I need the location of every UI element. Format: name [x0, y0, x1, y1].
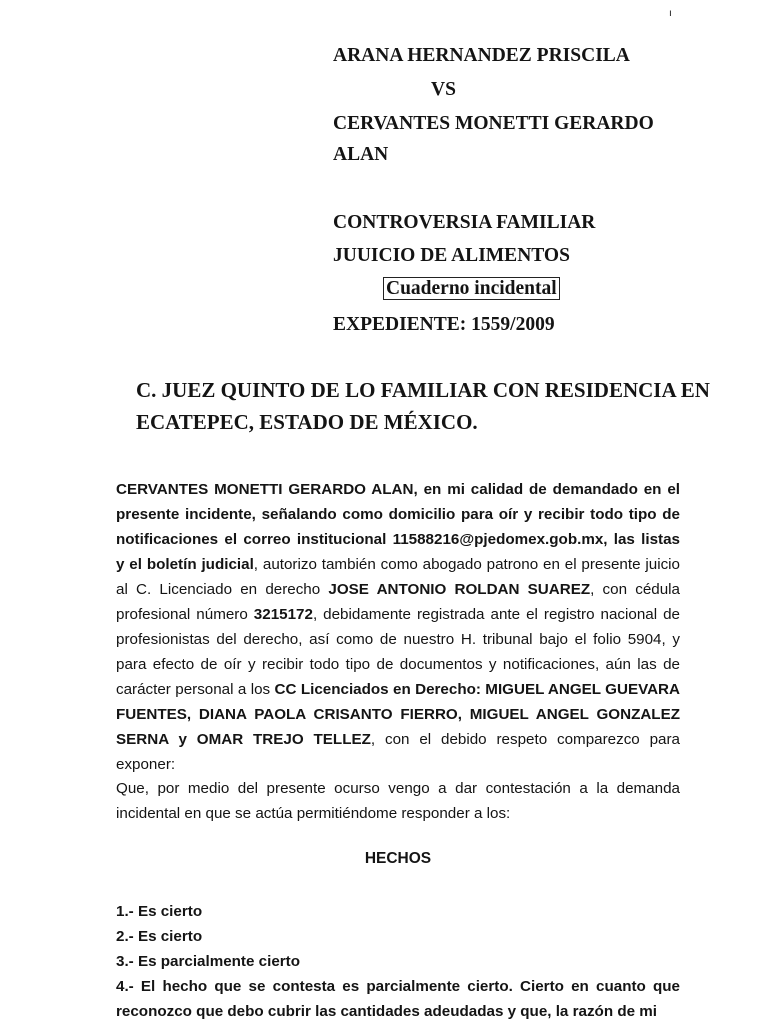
fact-item: 4.- El hecho que se contesta es parcialmente cierto. Cierto en cuanto que reconozco que debo cubrir las cantidades adeudadas y que, la razón de mi [116, 978, 680, 1020]
fact-item: 3.- Es parcialmente cierto [116, 953, 301, 970]
facts-heading: HECHOS [364, 850, 432, 867]
license-number: 3215172 [253, 606, 313, 623]
proceeding-type: JUUICIO DE ALIMENTOS [333, 245, 570, 266]
plaintiff-name: ARANA HERNANDEZ PRISCILA [333, 45, 630, 66]
intro-paragraph [116, 477, 680, 777]
case-type: CONTROVERSIA FAMILIAR [333, 212, 596, 233]
intro-text-1: , autorizo también como abogado patrono en el presente juicio al C. Licenciado en derecho [116, 556, 680, 598]
file-number: EXPEDIENTE: 1559/2009 [333, 314, 555, 335]
intro-text-3: , debidamente registrada ante el registro nacional de profesionistas del derecho, así como de nuestro H. tribunal bajo el folio 5904, y para efecto de oír y recibir todo tipo de documentos y notificaciones, aún las de carácter personal a los [116, 606, 680, 698]
notebook-label [383, 277, 560, 301]
addressee: C. JUEZ QUINTO DE LO FAMILIAR CON RESIDENCIA EN ECATEPEC, ESTADO DE MÉXICO. [136, 378, 710, 434]
authorized-lawyers: CC Licenciados en Derecho: MIGUEL ANGEL GUEVARA FUENTES, DIANA PAOLA CRISANTO FIERRO, MIGUEL ANGEL GONZALEZ SERNA y OMAR TREJO TELLEZ [116, 681, 680, 748]
fact-item: 1.- Es cierto [116, 903, 203, 920]
defendant-name-line2: ALAN [333, 144, 389, 165]
versus-label: VS [431, 79, 456, 100]
intro-bold-lead: CERVANTES MONETTI GERARDO ALAN, en mi calidad de demandado en el presente incidente, señalando como domicilio para oír y recibir todo tipo de notificaciones el correo institucional 11588216@pjedomex.gob.mx, las listas y el boletín judicial [116, 481, 680, 573]
facts-list [116, 899, 680, 1024]
corner-mark: ı [669, 8, 672, 19]
defendant-name-line1: CERVANTES MONETTI GERARDO [333, 113, 654, 134]
intro-text-4: , con el debido respeto comparezco para exponer: [116, 731, 680, 773]
fact-item: 2.- Es cierto [116, 928, 203, 945]
notebook-box: Cuaderno incidental [383, 277, 560, 300]
answer-intro: Que, por medio del presente ocurso vengo a dar contestación a la demanda incidental en que se actúa permitiéndome responder a los: [116, 780, 680, 822]
intro-text-2: , con cédula profesional número [116, 581, 680, 623]
lawyer-name: JOSE ANTONIO ROLDAN SUAREZ [328, 581, 591, 598]
